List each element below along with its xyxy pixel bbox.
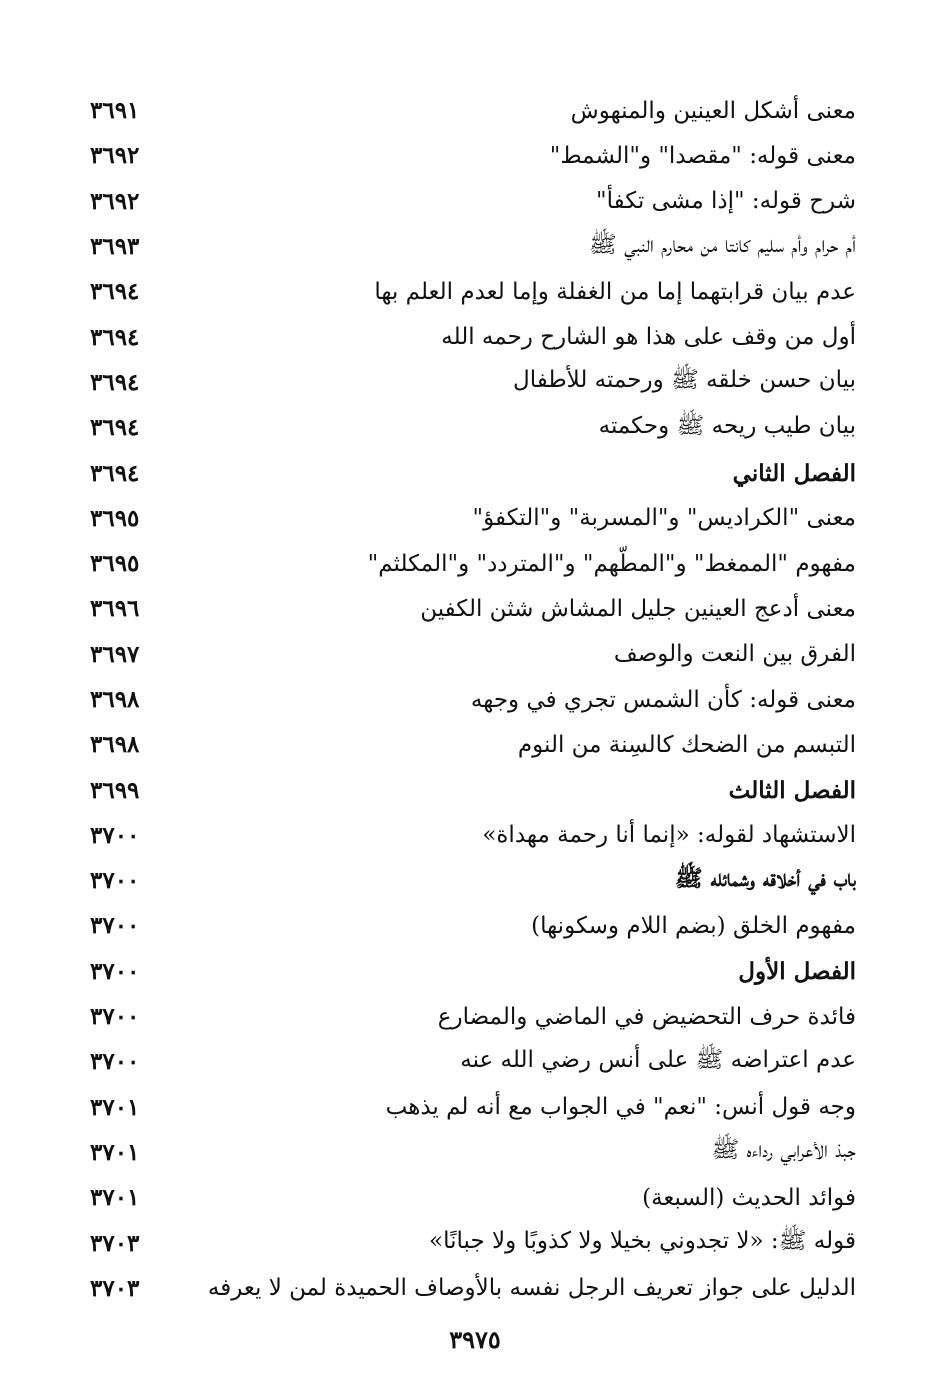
- toc-entry-title: مفهوم الخلق (بضم اللام وسكونها): [531, 912, 856, 939]
- toc-entry-page: ٣٧٠٠: [90, 867, 140, 895]
- toc-entry-title: معنى قوله: "مقصدا" و"الشمط": [549, 142, 856, 169]
- toc-entry: [90, 586, 856, 631]
- toc-entry-title: وجه قول أنس: "نعم" في الجواب مع أنه لم يذهب: [385, 1094, 856, 1121]
- toc-entry-title: معنى أدعج العينين جليل المشاش شثن الكفين: [420, 595, 856, 622]
- toc-entry-title: الفرق بين النعت والوصف: [613, 641, 856, 668]
- toc-entry: [90, 858, 856, 903]
- toc-entry: [90, 767, 856, 812]
- toc-entry: [90, 1175, 856, 1220]
- toc-entry-page: ٣٧٠٠: [90, 912, 140, 940]
- toc-entry-page: ٣٧٠٣: [90, 1274, 140, 1302]
- table-of-contents: [90, 88, 856, 1311]
- toc-entry-title: عدم بيان قرابتهما إما من الغفلة وإما لعدم العلم بها: [374, 278, 856, 305]
- toc-entry-title: أول من وقف على هذا هو الشارح رحمه الله: [441, 324, 856, 351]
- toc-entry-page: ٣٧٠٠: [90, 1048, 140, 1076]
- toc-entry-title: عدم اعتراضه ﷺ على أنس رضي الله عنه: [460, 1046, 856, 1073]
- toc-entry: [90, 994, 856, 1039]
- toc-entry-page: ٣٧٠٠: [90, 1003, 140, 1031]
- toc-entry: [90, 949, 856, 994]
- toc-entry-title: بيان طيب ريحه ﷺ وحكمته: [598, 412, 856, 439]
- toc-entry: [90, 496, 856, 541]
- toc-entry: [90, 1266, 856, 1311]
- toc-entry-page: ٣٦٩١: [90, 97, 140, 125]
- toc-entry: [90, 360, 856, 405]
- toc-entry: [90, 903, 856, 948]
- toc-entry: [90, 813, 856, 858]
- toc-entry-page: ٣٧٠١: [90, 1093, 140, 1121]
- toc-entry-title: التبسم من الضحك كالسِنة من النوم: [517, 731, 856, 758]
- toc-entry-title: شرح قوله: "إذا مشى تكفأ": [596, 188, 856, 215]
- toc-entry: [90, 1220, 856, 1265]
- toc-entry: [90, 1130, 856, 1175]
- toc-section-heading: الفصل الثاني: [732, 459, 856, 487]
- toc-entry: [90, 314, 856, 359]
- toc-section-heading: الفصل الثالث: [728, 776, 856, 804]
- toc-entry-title: الدليل على جواز تعريف الرجل نفسه بالأوصاف الحميدة لمن لا يعرفه: [207, 1275, 856, 1302]
- toc-entry: [90, 677, 856, 722]
- toc-entry-page: ٣٦٩٤: [90, 323, 140, 351]
- toc-entry-title: فائدة حرف التحضيض في الماضي والمضارع: [437, 1003, 856, 1030]
- toc-entry: [90, 1039, 856, 1084]
- toc-entry-title: جبذ الأعرابي رداءه ﷺ: [711, 1137, 856, 1164]
- toc-entry-page: ٣٦٩٦: [90, 595, 140, 623]
- toc-entry: [90, 405, 856, 450]
- toc-entry: [90, 450, 856, 495]
- toc-entry-page: ٣٦٩٤: [90, 278, 140, 306]
- toc-entry: [90, 179, 856, 224]
- toc-entry: [90, 224, 856, 269]
- toc-entry-page: ٣٦٩٨: [90, 686, 140, 713]
- toc-entry: [90, 133, 856, 178]
- toc-entry-page: ٣٦٩٢: [90, 142, 140, 170]
- toc-entry-title: قوله ﷺ: «لا تجدوني بخيلا ولا كذوبًا ولا جبانًا»: [429, 1228, 856, 1255]
- toc-entry: [90, 541, 856, 586]
- toc-entry-page: ٣٦٩٤: [90, 414, 140, 442]
- page-number: ٣٩٧٥: [449, 1325, 501, 1354]
- toc-entry-page: ٣٦٩٤: [90, 459, 140, 487]
- toc-entry-title: بيان حسن خلقه ﷺ ورحمته للأطفال: [512, 367, 856, 394]
- toc-entry-page: ٣٧٠١: [90, 1138, 140, 1166]
- toc-entry-title: معنى أشكل العينين والمنهوش: [570, 97, 856, 124]
- toc-entry-page: ٣٧٠٣: [90, 1229, 140, 1257]
- toc-entry-title: معنى قوله: كأن الشمس تجري في وجهه: [470, 686, 856, 713]
- toc-entry-page: ٣٦٩٤: [90, 368, 140, 396]
- toc-entry-page: ٣٦٩٩: [90, 776, 140, 804]
- toc-entry-page: ٣٦٩٢: [90, 187, 140, 215]
- toc-entry-page: ٣٦٩٨: [90, 731, 140, 759]
- toc-entry-page: ٣٧٠١: [90, 1184, 140, 1212]
- toc-entry-title: فوائد الحديث (السبعة): [642, 1184, 856, 1211]
- toc-entry: [90, 722, 856, 767]
- toc-section-heading: باب في أخلاقه وشمائله ﷺ: [674, 864, 856, 892]
- toc-entry-page: ٣٦٩٣: [90, 233, 140, 261]
- toc-entry-page: ٣٦٩٥: [90, 504, 140, 532]
- toc-entry-page: ٣٧٠٠: [90, 821, 140, 849]
- toc-entry-title: الاستشهاد لقوله: «إنما أنا رحمة مهداة»: [482, 822, 856, 849]
- toc-entry-page: ٣٧٠٠: [90, 957, 140, 985]
- toc-entry: [90, 88, 856, 133]
- toc-entry: [90, 1085, 856, 1130]
- toc-entry-title: مفهوم "الممغط" و"المطّهم" و"المتردد" و"المكلثم": [367, 550, 856, 577]
- toc-entry-title: معنى "الكراديس" و"المسربة" و"التكفؤ": [472, 505, 856, 532]
- toc-entry-page: ٣٦٩٥: [90, 550, 140, 578]
- toc-entry: [90, 632, 856, 677]
- toc-section-heading: الفصل الأول: [738, 957, 856, 985]
- toc-entry-page: ٣٦٩٧: [90, 640, 140, 668]
- toc-entry-title: أم حرام وأم سليم كانتا من محارم النبي ﷺ: [589, 231, 856, 258]
- toc-entry: [90, 269, 856, 314]
